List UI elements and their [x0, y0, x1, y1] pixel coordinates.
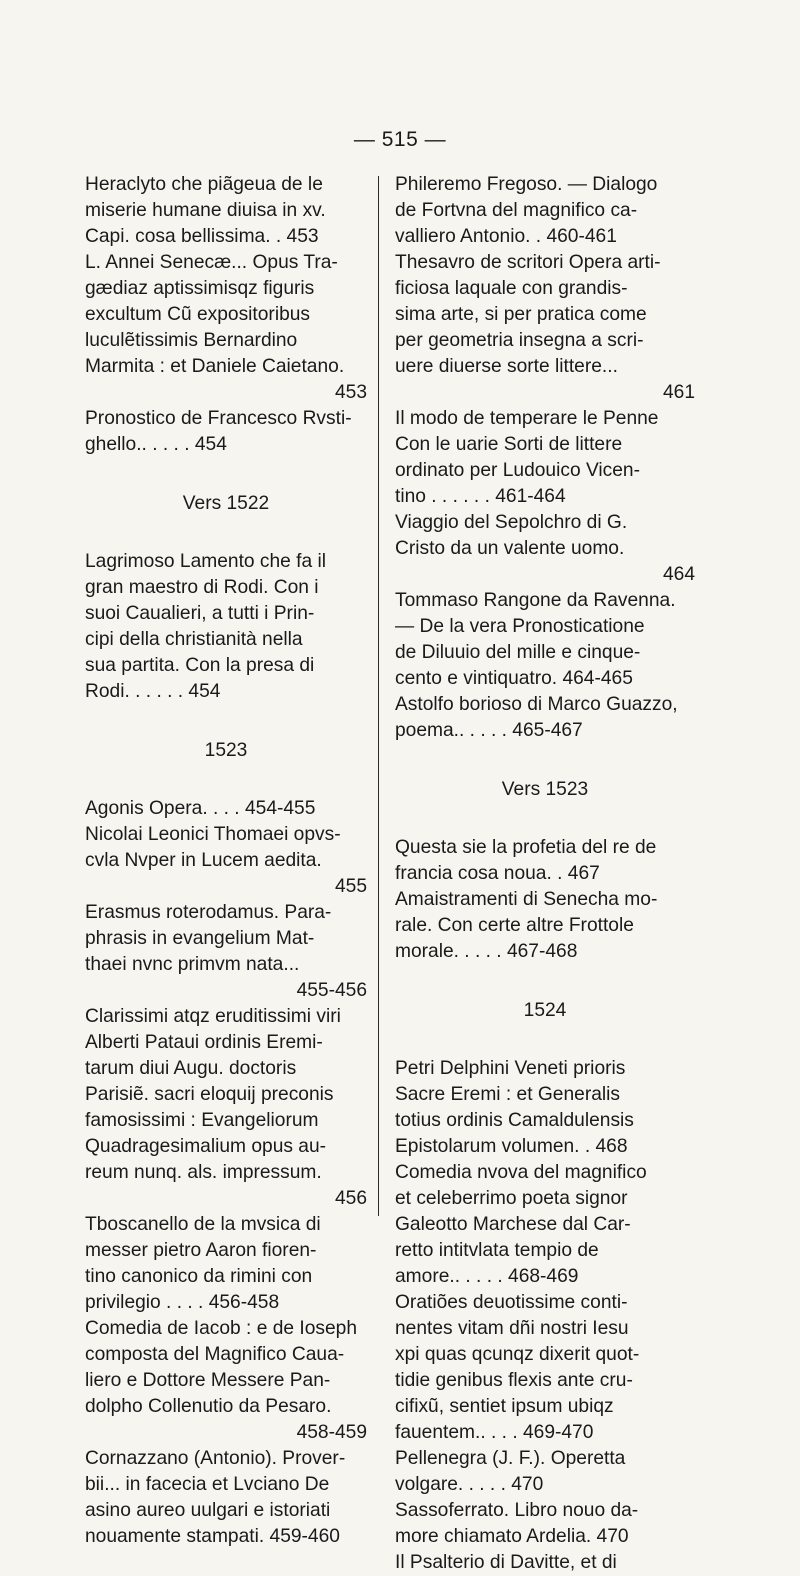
- right-column: [395, 172, 695, 1576]
- entry-line: retto intitvlata tempio de: [395, 1240, 599, 1261]
- entry-line: morale. . . . . 467-468: [395, 941, 578, 962]
- entry-line: Nicolai Leonici Thomaei opvs-: [85, 824, 341, 845]
- entry-line: Quadragesimalium opus au-: [85, 1136, 327, 1157]
- entry-line: more chiamato Ardelia. 470: [395, 1526, 629, 1547]
- entry-line: valliero Antonio. . 460-461: [395, 226, 617, 247]
- catalog-entry: [395, 1290, 695, 1446]
- entry-line: dolpho Collenutio da Pesaro.: [85, 1396, 332, 1417]
- entry-page-ref: 455-456: [296, 980, 367, 1001]
- entry-line: tino canonico da rimini con: [85, 1266, 313, 1287]
- entry-line: Parisiẽ. sacri eloquij preconis: [85, 1084, 334, 1105]
- entry-line: sua partita. Con la presa di: [85, 655, 315, 676]
- entry-line: Marmita : et Daniele Caietano.: [85, 356, 345, 377]
- entry-page-ref: 455: [334, 876, 367, 897]
- entry-line: Con le uarie Sorti de littere: [395, 434, 623, 455]
- entry-line: francia cosa noua. . 467: [395, 863, 600, 884]
- entry-line: Thesavro de scritori Opera arti-: [395, 252, 661, 273]
- entry-page-ref: 456: [334, 1188, 367, 1209]
- entry-line: totius ordinis Camaldulensis: [395, 1110, 634, 1131]
- entry-line: Lagrimoso Lamento che fa il: [85, 551, 327, 572]
- entry-line: rale. Con certe altre Frottole: [395, 915, 634, 936]
- entry-line: Comedia de Iacob : e de Ioseph: [85, 1318, 358, 1339]
- entry-line: sima arte, si per pratica come: [395, 304, 647, 325]
- catalog-entry: [85, 1446, 367, 1550]
- entry-line: Astolfo borioso di Marco Guazzo,: [395, 694, 678, 715]
- entry-line: Oratiões deuotissime conti-: [395, 1292, 628, 1313]
- catalog-entry: [85, 406, 367, 458]
- entry-line: Cristo da un valente uomo.: [395, 538, 625, 559]
- entry-line: Pellenegra (J. F.). Operetta: [395, 1448, 626, 1469]
- catalog-entry: [395, 835, 695, 887]
- catalog-entry: [85, 549, 367, 705]
- entry-line: excultum Cũ expositoribus: [85, 304, 311, 325]
- entry-line: Alberti Pataui ordinis Eremi-: [85, 1032, 323, 1053]
- entry-line: de Diluuio del mille e cinque-: [395, 642, 641, 663]
- entry-line: cvla Nvper in Lucem aedita.: [85, 850, 322, 871]
- entry-line: Clarissimi atqz eruditissimi viri: [85, 1006, 341, 1027]
- entry-line: volgare. . . . . 470: [395, 1474, 544, 1495]
- entry-line: tidie genibus flexis ante cru-: [395, 1370, 633, 1391]
- entry-line: reum nunq. als. impressum.: [85, 1162, 322, 1183]
- entry-line: Il modo de temperare le Penne: [395, 408, 659, 429]
- year-heading: Vers 1522: [182, 493, 270, 514]
- entry-line: gædiaz aptissimisqz figuris: [85, 278, 315, 299]
- entry-line: xpi quas qcunqz dixerit quot-: [395, 1344, 640, 1365]
- entry-line: Amaistramenti di Senecha mo-: [395, 889, 658, 910]
- entry-line: Petri Delphini Veneti prioris: [395, 1058, 626, 1079]
- catalog-entry: [395, 692, 695, 744]
- catalog-entry: [395, 406, 695, 510]
- entry-line: Pronostico de Francesco Rvsti-: [85, 408, 352, 429]
- entry-line: Viaggio del Sepolchro di G.: [395, 512, 628, 533]
- column-divider: [378, 176, 379, 1216]
- entry-line: fauentem.. . . . 469-470: [395, 1422, 594, 1443]
- entry-line: Sassoferrato. Libro nouo da-: [395, 1500, 639, 1521]
- catalog-entry: [395, 510, 695, 588]
- entry-line: tino . . . . . . 461-464: [395, 486, 566, 507]
- catalog-entry: [395, 1160, 695, 1290]
- entry-line: luculẽtissimis Bernardino: [85, 330, 298, 351]
- entry-line: bii... in facecia et Lvciano De: [85, 1474, 330, 1495]
- entry-line: cento e vintiquatro. 464-465: [395, 668, 633, 689]
- entry-line: asino aureo uulgari e istoriati: [85, 1500, 331, 1521]
- catalog-entry: [395, 1498, 695, 1550]
- entry-line: phrasis in evangelium Mat-: [85, 928, 315, 949]
- entry-line: et celeberrimo poeta signor: [395, 1188, 628, 1209]
- catalog-entry: [395, 1056, 695, 1160]
- entry-line: poema.. . . . . 465-467: [395, 720, 583, 741]
- entry-line: Tboscanello de la mvsica di: [85, 1214, 321, 1235]
- entry-line: amore.. . . . . 468-469: [395, 1266, 579, 1287]
- catalog-entry: [85, 796, 367, 822]
- entry-line: composta del Magnifico Caua-: [85, 1344, 345, 1365]
- entry-line: Capi. cosa bellissima. . 453: [85, 226, 319, 247]
- catalog-entry: [395, 588, 695, 692]
- catalog-entry: [85, 900, 367, 1004]
- catalog-entry: [395, 250, 695, 406]
- entry-line: miserie humane diuisa in xv.: [85, 200, 326, 221]
- entry-line: de Fortvna del magnifico ca-: [395, 200, 638, 221]
- entry-line: ghello.. . . . . 454: [85, 434, 227, 455]
- entry-line: ordinato per Ludouico Vicen-: [395, 460, 640, 481]
- entry-line: liero e Dottore Messere Pan-: [85, 1370, 331, 1391]
- entry-line: Rodi. . . . . . 454: [85, 681, 221, 702]
- entry-line: gran maestro di Rodi. Con i: [85, 577, 319, 598]
- entry-line: Cornazzano (Antonio). Prover-: [85, 1448, 346, 1469]
- entry-line: Epistolarum volumen. . 468: [395, 1136, 628, 1157]
- entry-page-ref: 458-459: [296, 1422, 367, 1443]
- catalog-entry: [85, 1004, 367, 1212]
- entry-line: Galeotto Marchese dal Car-: [395, 1214, 631, 1235]
- entry-line: Heraclyto che piãgeua de le: [85, 174, 323, 195]
- entry-line: suoi Caualieri, a tutti i Prin-: [85, 603, 315, 624]
- entry-line: Sacre Eremi : et Generalis: [395, 1084, 621, 1105]
- entry-line: famosissimi : Evangeliorum: [85, 1110, 319, 1131]
- entry-line: — De la vera Pronosticatione: [395, 616, 645, 637]
- entry-line: Phileremo Fregoso. — Dialogo: [395, 174, 658, 195]
- entry-line: L. Annei Senecæ... Opus Tra-: [85, 252, 338, 273]
- entry-line: Agonis Opera. . . . 454-455: [85, 798, 316, 819]
- entry-page-ref: 464: [662, 564, 695, 585]
- catalog-entry: [85, 1316, 367, 1446]
- entry-page-ref: 453: [334, 382, 367, 403]
- year-heading: 1523: [204, 740, 248, 761]
- entry-line: uere diuerse sorte littere...: [395, 356, 618, 377]
- entry-line: messer pietro Aaron fioren-: [85, 1240, 317, 1261]
- left-column: [85, 172, 367, 1550]
- entry-line: cifixũ, sentiet ipsum ubiqz: [395, 1396, 614, 1417]
- catalog-entry: [395, 1446, 695, 1498]
- catalog-entry: [85, 1212, 367, 1316]
- entry-line: Il Psalterio di Davitte, et di: [395, 1552, 617, 1573]
- entry-line: nentes vitam dñi nostri Iesu: [395, 1318, 629, 1339]
- catalog-entry: [395, 1550, 695, 1576]
- entry-line: per geometria insegna a scri-: [395, 330, 644, 351]
- page-number: — 515 —: [353, 128, 447, 151]
- catalog-entry: [85, 822, 367, 900]
- catalog-entry: [85, 172, 367, 250]
- entry-line: Questa sie la profetia del re de: [395, 837, 657, 858]
- entry-line: thaei nvnc primvm nata...: [85, 954, 300, 975]
- entry-line: Comedia nvova del magnifico: [395, 1162, 647, 1183]
- entry-line: cipi della christianità nella: [85, 629, 303, 650]
- catalog-entry: [85, 250, 367, 406]
- entry-line: tarum diui Augu. doctoris: [85, 1058, 297, 1079]
- entry-line: ficiosa laquale con grandis-: [395, 278, 628, 299]
- year-heading: Vers 1523: [501, 779, 589, 800]
- entry-line: Tommaso Rangone da Ravenna.: [395, 590, 676, 611]
- entry-line: Erasmus roterodamus. Para-: [85, 902, 332, 923]
- entry-line: privilegio . . . . 456-458: [85, 1292, 280, 1313]
- entry-page-ref: 461: [662, 382, 695, 403]
- catalog-entry: [395, 887, 695, 965]
- year-heading: 1524: [523, 1000, 567, 1021]
- catalog-entry: [395, 172, 695, 250]
- entry-line: nouamente stampati. 459-460: [85, 1526, 340, 1547]
